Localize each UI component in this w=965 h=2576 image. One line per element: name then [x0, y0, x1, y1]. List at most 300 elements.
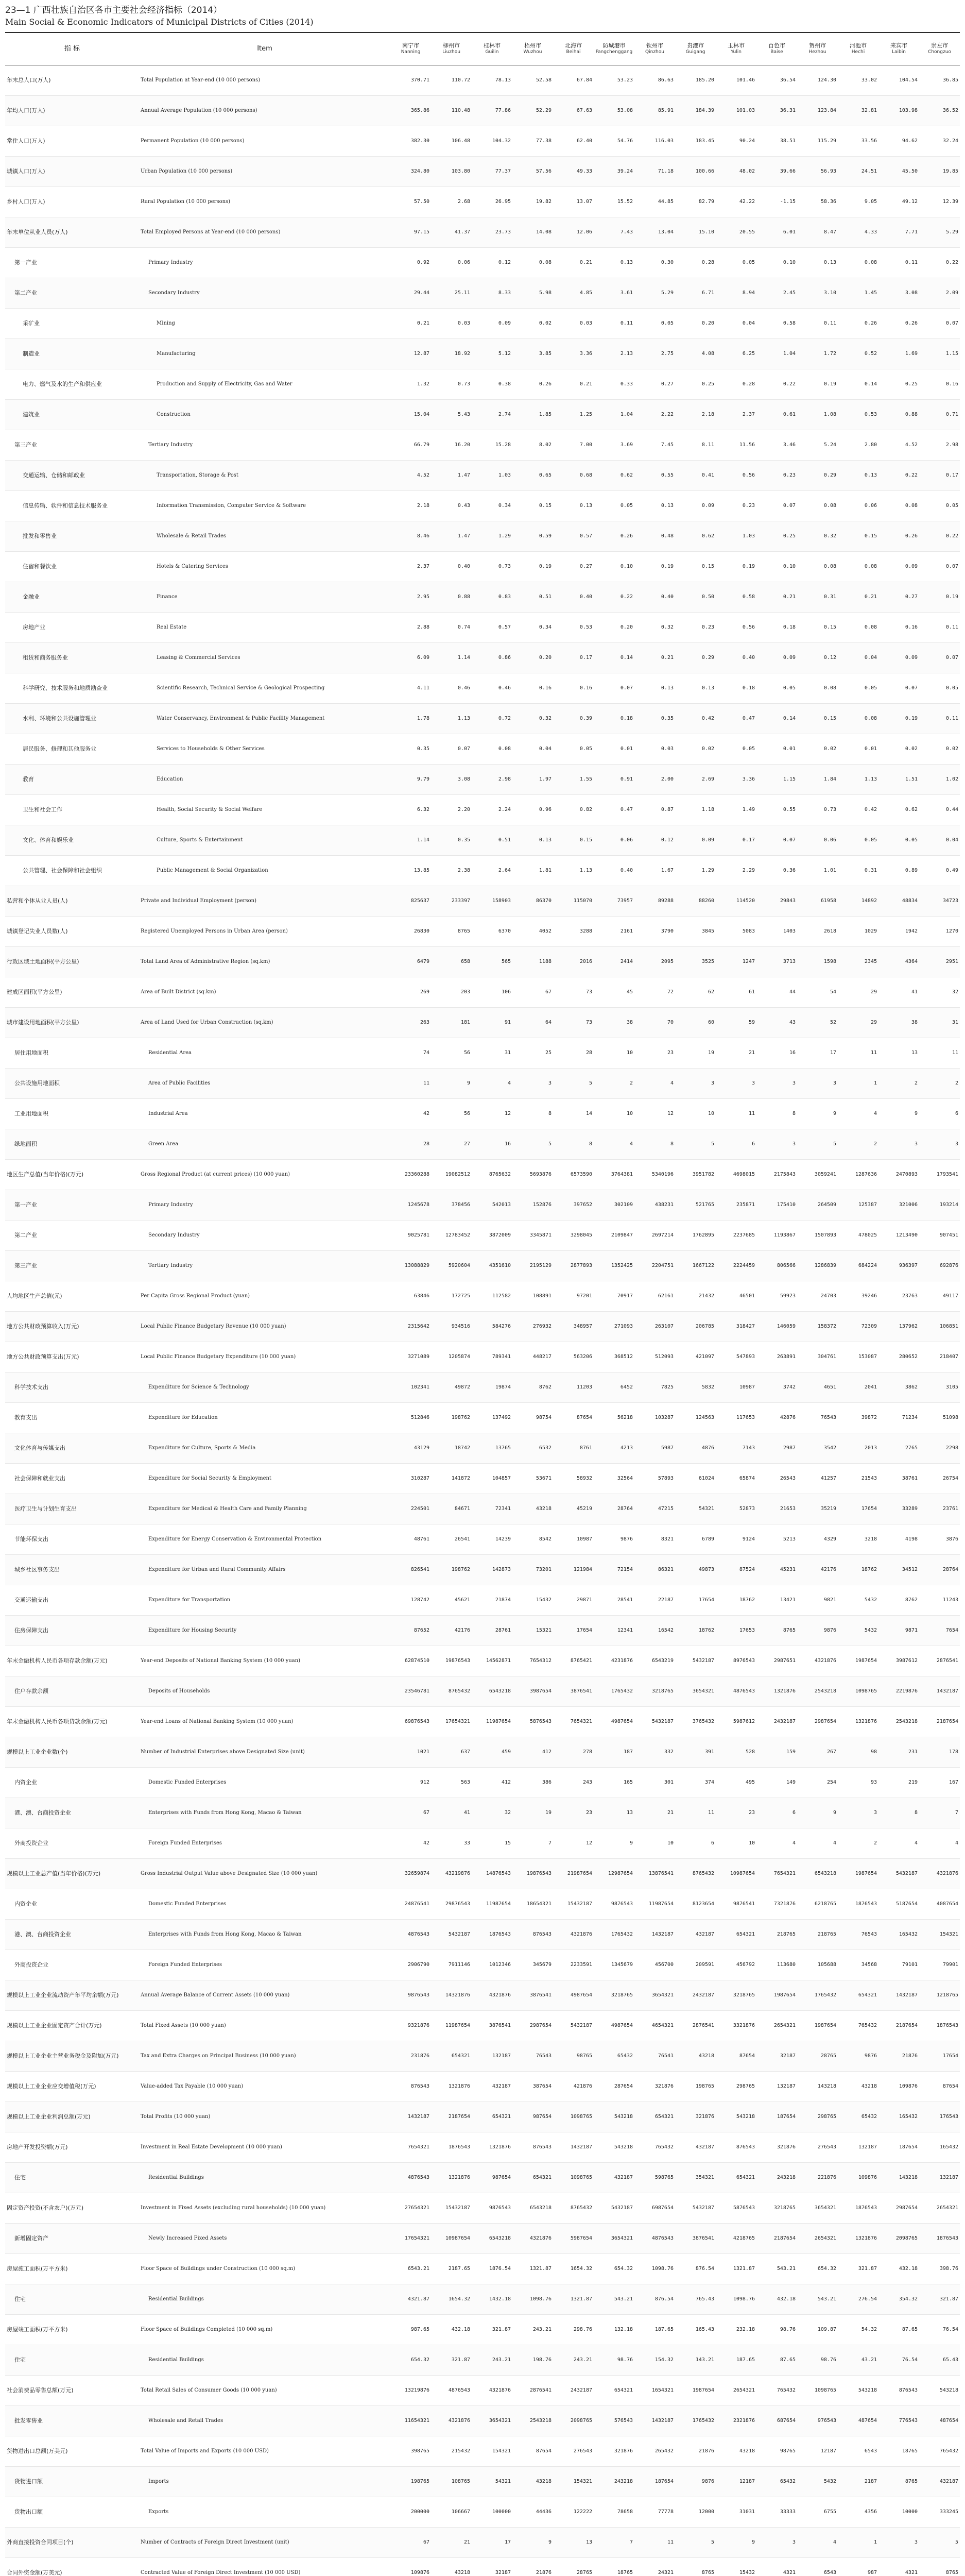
row-label-en: Tertiary Industry [139, 430, 390, 461]
cell-value: 512846 [390, 1403, 431, 1433]
cell-value: 1321.87 [716, 2254, 756, 2284]
row-label-en: Wholesale and Retail Trades [139, 2406, 390, 2436]
cell-value: 3321876 [716, 2011, 756, 2041]
cell-value: 5 [919, 2528, 960, 2558]
cell-value: 221876 [797, 2163, 838, 2193]
cell-value: 12187 [716, 2467, 756, 2497]
cell-value: 243 [553, 1768, 594, 1798]
cell-value: 31 [919, 1008, 960, 1038]
cell-value: 29843 [756, 886, 797, 917]
row-label-cn: 房屋竣工面积(万平方米) [5, 2315, 139, 2345]
cell-value: 18762 [838, 1555, 878, 1585]
cell-value: 1765432 [797, 1980, 838, 2011]
cell-value: 4321876 [553, 1920, 594, 1950]
row-label-cn: 规模以上工业企业主营业务税金及附加(万元) [5, 2041, 139, 2072]
cell-value: 198762 [431, 1555, 472, 1585]
cell-value: 87654 [512, 2436, 553, 2467]
cell-value: 10987 [553, 1524, 594, 1555]
cell-value: 576543 [594, 2406, 634, 2436]
cell-value: 412 [472, 1768, 512, 1798]
cell-value: 32564 [594, 1464, 634, 1494]
cell-value: 0.25 [675, 369, 716, 400]
cell-value: 0.41 [675, 461, 716, 491]
cell-value: 0.15 [512, 491, 553, 521]
cell-value: 58932 [553, 1464, 594, 1494]
row-label-cn: 规模以上工业企业固定资产合计(万元) [5, 2011, 139, 2041]
cell-value: 1765432 [594, 1920, 634, 1950]
cell-value: 0.31 [838, 856, 878, 886]
cell-value: 2041 [838, 1372, 878, 1403]
cell-value: 0.38 [472, 369, 512, 400]
cell-value: 17654 [919, 2041, 960, 2072]
cell-value: 9871 [878, 1616, 919, 1646]
cell-value: 21 [716, 1038, 756, 1069]
cell-value: 0.01 [838, 734, 878, 765]
cell-value: 17654 [675, 1585, 716, 1616]
row-label-cn: 房地产开发投资额(万元) [5, 2132, 139, 2163]
cell-value: 86321 [634, 1555, 675, 1585]
cell-value: 1.18 [675, 795, 716, 825]
cell-value: 1321876 [472, 2132, 512, 2163]
row-label-cn: 公共设施用地面积 [5, 1069, 139, 1099]
row-label-en: Water Conservancy, Environment & Public Facility Management [139, 704, 390, 734]
header-city-laibin [878, 33, 919, 65]
header-city-hezhou [797, 33, 838, 65]
cell-value: 565 [472, 947, 512, 977]
cell-value: 187654 [878, 2132, 919, 2163]
cell-value: 183.45 [675, 126, 716, 157]
row-label-en: Investment in Fixed Assets (excluding rural households) (10 000 yuan) [139, 2193, 390, 2224]
cell-value: 1.04 [594, 400, 634, 430]
header-city-en: Chongzuo [928, 49, 951, 55]
cell-value: 38 [594, 1008, 634, 1038]
cell-value: 4 [838, 1099, 878, 1129]
cell-value: 0.43 [431, 491, 472, 521]
row-label-en: Health, Social Security & Social Welfare [139, 795, 390, 825]
cell-value: 17 [797, 1038, 838, 1069]
cell-value: 543218 [716, 2102, 756, 2132]
cell-value: 218765 [797, 1920, 838, 1950]
cell-value: 42 [390, 1099, 431, 1129]
cell-value: 1205874 [431, 1342, 472, 1372]
cell-value: 0.96 [512, 795, 553, 825]
cell-value: 432187 [675, 1920, 716, 1950]
table-row [5, 552, 960, 582]
cell-value: 9876 [838, 2041, 878, 2072]
cell-value: 354.32 [878, 2284, 919, 2315]
cell-value: 0.08 [838, 552, 878, 582]
cell-value: 3876 [919, 1524, 960, 1555]
cell-value: 1.72 [797, 339, 838, 369]
row-label-en: Expenditure for Housing Security [139, 1616, 390, 1646]
cell-value: 17654321 [431, 1707, 472, 1737]
row-label-cn: 乡村人口(万人) [5, 187, 139, 217]
cell-value: 42176 [431, 1616, 472, 1646]
cell-value: 54.76 [594, 126, 634, 157]
cell-value: 3059241 [797, 1160, 838, 1190]
cell-value: 2321876 [716, 2406, 756, 2436]
cell-value: 76.54 [919, 2315, 960, 2345]
cell-value: 11987654 [634, 1889, 675, 1920]
cell-value: 27 [431, 1129, 472, 1160]
row-label-cn: 第一产业 [5, 1190, 139, 1221]
row-label-en: Expenditure for Culture, Sports & Media [139, 1433, 390, 1464]
cell-value: 0.18 [594, 704, 634, 734]
cell-value: 0.08 [838, 248, 878, 278]
statistics-table [5, 33, 960, 2576]
row-label-en: Expenditure for Education [139, 1403, 390, 1433]
cell-value: 263107 [634, 1312, 675, 1342]
cell-value: 77.86 [472, 96, 512, 126]
cell-value: 77.38 [512, 126, 553, 157]
cell-value: 4876543 [634, 2224, 675, 2254]
cell-value: 27654321 [390, 2193, 431, 2224]
cell-value: 11203 [553, 1372, 594, 1403]
cell-value: 31031 [716, 2497, 756, 2528]
cell-value: 5 [553, 1069, 594, 1099]
cell-value: 9876 [797, 1616, 838, 1646]
cell-value: 3987612 [878, 1646, 919, 1676]
cell-value: 15.04 [390, 400, 431, 430]
cell-value: 137492 [472, 1403, 512, 1433]
cell-value: 1667122 [675, 1251, 716, 1281]
row-label-en: Year-end Loans of National Banking System (10 000 yuan) [139, 1707, 390, 1737]
cell-value: 0.49 [919, 856, 960, 886]
cell-value: 1098.76 [634, 2254, 675, 2284]
table-row [5, 309, 960, 339]
cell-value: 907451 [919, 1221, 960, 1251]
cell-value: 0.29 [797, 461, 838, 491]
cell-value: 0.15 [553, 825, 594, 856]
row-label-cn: 公共管理、社会保障和社会组织 [5, 856, 139, 886]
cell-value: 8765 [756, 1616, 797, 1646]
cell-value: 7321876 [756, 1889, 797, 1920]
cell-value: 5083 [716, 917, 756, 947]
cell-value: 438231 [634, 1190, 675, 1221]
cell-value: 0.47 [594, 795, 634, 825]
cell-value: 110.48 [431, 96, 472, 126]
cell-value: 2543218 [797, 1676, 838, 1707]
cell-value: 72341 [472, 1494, 512, 1524]
cell-value: 4 [797, 2528, 838, 2558]
row-label-en: Area of Public Facilities [139, 1069, 390, 1099]
cell-value: 0.04 [919, 825, 960, 856]
cell-value: 10 [594, 1038, 634, 1069]
row-label-cn: 第一产业 [5, 248, 139, 278]
header-row [5, 33, 960, 65]
cell-value: 19 [512, 1798, 553, 1828]
cell-value: 8765 [431, 917, 472, 947]
cell-value: 5 [797, 1129, 838, 1160]
cell-value: 4052 [512, 917, 553, 947]
cell-value: 0.28 [716, 369, 756, 400]
cell-value: 2.20 [431, 795, 472, 825]
cell-value: 3862 [878, 1372, 919, 1403]
cell-value: 104.54 [878, 65, 919, 96]
cell-value: 4213 [594, 1433, 634, 1464]
cell-value: 4698015 [716, 1160, 756, 1190]
cell-value: 0.13 [838, 461, 878, 491]
table-row [5, 704, 960, 734]
cell-value: 0.26 [594, 521, 634, 552]
cell-value: 54.32 [838, 2315, 878, 2345]
cell-value: 7 [919, 1798, 960, 1828]
cell-value: 0.74 [431, 613, 472, 643]
table-row [5, 2163, 960, 2193]
header-item-en: Item [139, 33, 390, 65]
cell-value: 0.83 [472, 582, 512, 613]
cell-value: 26830 [390, 917, 431, 947]
row-label-en: Tertiary Industry [139, 1251, 390, 1281]
row-label-en: Value-added Tax Payable (10 000 yuan) [139, 2072, 390, 2102]
cell-value: 0.23 [675, 613, 716, 643]
cell-value: 2987654 [878, 2193, 919, 2224]
cell-value: 1507893 [797, 1221, 838, 1251]
cell-value: 2654321 [919, 2193, 960, 2224]
row-label-cn: 水利、环境和公共设施管理业 [5, 704, 139, 734]
cell-value: 0.11 [919, 613, 960, 643]
cell-value: 1432187 [919, 1676, 960, 1707]
cell-value: 74 [390, 1038, 431, 1069]
cell-value: 0.05 [878, 825, 919, 856]
cell-value: 175410 [756, 1190, 797, 1221]
table-row [5, 1524, 960, 1555]
cell-value: 4321 [878, 2558, 919, 2576]
cell-value: 10987 [716, 1372, 756, 1403]
cell-value: 10000 [878, 2497, 919, 2528]
row-label-cn: 电力、燃气及水的生产和供应业 [5, 369, 139, 400]
cell-value: 3845 [675, 917, 716, 947]
cell-value: 33.02 [838, 65, 878, 96]
cell-value: 38 [878, 1008, 919, 1038]
cell-value: 76543 [797, 1403, 838, 1433]
cell-value: 4321.87 [390, 2284, 431, 2315]
header-city-cn: 来宾市 [890, 42, 907, 49]
cell-value: 23 [634, 1038, 675, 1069]
cell-value: 1432187 [634, 2406, 675, 2436]
cell-value: 243218 [594, 2467, 634, 2497]
row-label-cn: 外商投资企业 [5, 1828, 139, 1859]
cell-value: 4321876 [797, 1646, 838, 1676]
cell-value: 2.88 [390, 613, 431, 643]
cell-value: 5187654 [878, 1889, 919, 1920]
row-label-cn: 房地产业 [5, 613, 139, 643]
cell-value: 2618 [797, 917, 838, 947]
cell-value: 13 [594, 1798, 634, 1828]
cell-value: 0.34 [472, 491, 512, 521]
cell-value: 41257 [797, 1464, 838, 1494]
cell-value: 0.19 [716, 552, 756, 582]
cell-value: 0.05 [716, 734, 756, 765]
cell-value: 5876543 [512, 1707, 553, 1737]
cell-value: 264509 [797, 1190, 838, 1221]
table-row [5, 491, 960, 521]
cell-value: 0.08 [878, 491, 919, 521]
cell-value: 57.56 [512, 157, 553, 187]
cell-value: 1.81 [512, 856, 553, 886]
cell-value: 398.76 [919, 2254, 960, 2284]
cell-value: 1.03 [472, 461, 512, 491]
cell-value: 0.13 [797, 248, 838, 278]
cell-value: 12.06 [553, 217, 594, 248]
cell-value: 448217 [512, 1342, 553, 1372]
row-label-cn: 规模以上工业企业利润总额(万元) [5, 2102, 139, 2132]
cell-value: 386 [512, 1768, 553, 1798]
row-label-en: Expenditure for Social Security & Employment [139, 1464, 390, 1494]
cell-value: 1.85 [512, 400, 553, 430]
cell-value: 29871 [553, 1585, 594, 1616]
cell-value: 3951782 [675, 1160, 716, 1190]
cell-value: 5432 [838, 1616, 878, 1646]
cell-value: 3 [878, 1129, 919, 1160]
cell-value: 6987654 [634, 2193, 675, 2224]
row-label-cn: 交通运输支出 [5, 1585, 139, 1616]
cell-value: 2654321 [716, 2376, 756, 2406]
table-row [5, 1737, 960, 1768]
table-row [5, 126, 960, 157]
cell-value: 12187 [797, 2436, 838, 2467]
cell-value: 14 [553, 1099, 594, 1129]
cell-value: 0.07 [756, 491, 797, 521]
cell-value: 132187 [472, 2041, 512, 2072]
row-label-en: Total Land Area of Administrative Region (sq.km) [139, 947, 390, 977]
cell-value: 9876543 [472, 2193, 512, 2224]
cell-value: 1987654 [756, 1980, 797, 2011]
cell-value: 43218 [675, 2041, 716, 2072]
cell-value: 976543 [797, 2406, 838, 2436]
row-label-en: Expenditure for Science & Technology [139, 1372, 390, 1403]
statistics-table-wrapper [5, 32, 960, 2576]
cell-value: 1432.18 [472, 2284, 512, 2315]
cell-value: 2095 [634, 947, 675, 977]
cell-value: 0.55 [634, 461, 675, 491]
cell-value: 5432187 [675, 2193, 716, 2224]
header-city-cn: 百色市 [768, 42, 785, 49]
cell-value: 122222 [553, 2497, 594, 2528]
table-row [5, 461, 960, 491]
cell-value: 3987654 [512, 1676, 553, 1707]
cell-value: 12 [472, 1099, 512, 1129]
header-city-liuzhou [431, 33, 472, 65]
cell-value: 9025781 [390, 1221, 431, 1251]
cell-value: 21876 [878, 2041, 919, 2072]
table-row [5, 825, 960, 856]
cell-value: 3654321 [472, 2406, 512, 2436]
table-row [5, 2072, 960, 2102]
cell-value: 43219876 [431, 1859, 472, 1889]
cell-value: 28541 [594, 1585, 634, 1616]
cell-value: 1012346 [472, 1950, 512, 1980]
header-city-cn: 玉林市 [728, 42, 745, 49]
cell-value: 0.91 [594, 765, 634, 795]
cell-value: 38.51 [756, 126, 797, 157]
cell-value: 104857 [472, 1464, 512, 1494]
cell-value: 806566 [756, 1251, 797, 1281]
cell-value: 654321 [716, 1920, 756, 1950]
cell-value: 67 [390, 2528, 431, 2558]
cell-value: 18762 [675, 1616, 716, 1646]
cell-value: 7654321 [756, 1859, 797, 1889]
cell-value: 23360288 [390, 1160, 431, 1190]
cell-value: 0.89 [878, 856, 919, 886]
row-label-cn: 城乡社区事务支出 [5, 1555, 139, 1585]
cell-value: 2.13 [594, 339, 634, 369]
cell-value: 4 [472, 1069, 512, 1099]
cell-value: 0.61 [756, 400, 797, 430]
header-city-cn: 贵港市 [687, 42, 704, 49]
cell-value: 29 [838, 1008, 878, 1038]
cell-value: 1029 [838, 917, 878, 947]
cell-value: 4.11 [390, 673, 431, 704]
cell-value: 0.05 [838, 825, 878, 856]
row-label-en: Urban Population (10 000 persons) [139, 157, 390, 187]
cell-value: 5432 [797, 2467, 838, 2497]
cell-value: 271093 [594, 1312, 634, 1342]
cell-value: 563 [431, 1768, 472, 1798]
cell-value: 876.54 [634, 2284, 675, 2315]
cell-value: 1245678 [390, 1190, 431, 1221]
cell-value: 15.52 [594, 187, 634, 217]
table-row [5, 1069, 960, 1099]
cell-value: 280652 [878, 1342, 919, 1372]
table-row [5, 2467, 960, 2497]
row-label-cn: 地方公共财政预算支出(万元) [5, 1342, 139, 1372]
cell-value: 2.22 [634, 400, 675, 430]
cell-value: 48834 [878, 886, 919, 917]
cell-value: 78658 [594, 2497, 634, 2528]
cell-value: 28 [390, 1129, 431, 1160]
cell-value: 9 [878, 1099, 919, 1129]
cell-value: 9 [716, 2528, 756, 2558]
header-city-cn: 钦州市 [646, 42, 663, 49]
cell-value: 0.62 [594, 461, 634, 491]
cell-value: 7.00 [553, 430, 594, 461]
cell-value: 32 [472, 1798, 512, 1828]
cell-value: 0.92 [390, 248, 431, 278]
cell-value: 4364 [878, 947, 919, 977]
cell-value: 104.32 [472, 126, 512, 157]
cell-value: 103.98 [878, 96, 919, 126]
cell-value: 64 [512, 1008, 553, 1038]
cell-value: 912 [390, 1768, 431, 1798]
cell-value: 432.18 [756, 2284, 797, 2315]
cell-value: 8 [553, 1129, 594, 1160]
cell-value: 1098765 [797, 2376, 838, 2406]
cell-value: 8765 [675, 2558, 716, 2576]
cell-value: 5 [675, 1129, 716, 1160]
cell-value: 2432187 [756, 1707, 797, 1737]
row-label-cn: 内资企业 [5, 1768, 139, 1798]
cell-value: 0.05 [594, 491, 634, 521]
cell-value: 23763 [878, 1281, 919, 1312]
cell-value: 15.28 [472, 430, 512, 461]
row-label-cn: 建成区面积(平方公里) [5, 977, 139, 1008]
row-label-en: Annual Average Balance of Current Assets (10 000 yuan) [139, 1980, 390, 2011]
cell-value: 0.09 [675, 825, 716, 856]
cell-value: 19876543 [431, 1646, 472, 1676]
cell-value: 200000 [390, 2497, 431, 2528]
cell-value: 0.02 [675, 734, 716, 765]
cell-value: 3218765 [594, 1980, 634, 2011]
table-row [5, 430, 960, 461]
cell-value: 132.18 [594, 2315, 634, 2345]
table-row [5, 1707, 960, 1737]
cell-value: 321876 [675, 2102, 716, 2132]
cell-value: 654.32 [797, 2254, 838, 2284]
cell-value: 8.94 [716, 278, 756, 309]
table-row [5, 1251, 960, 1281]
cell-value: 235871 [716, 1190, 756, 1221]
